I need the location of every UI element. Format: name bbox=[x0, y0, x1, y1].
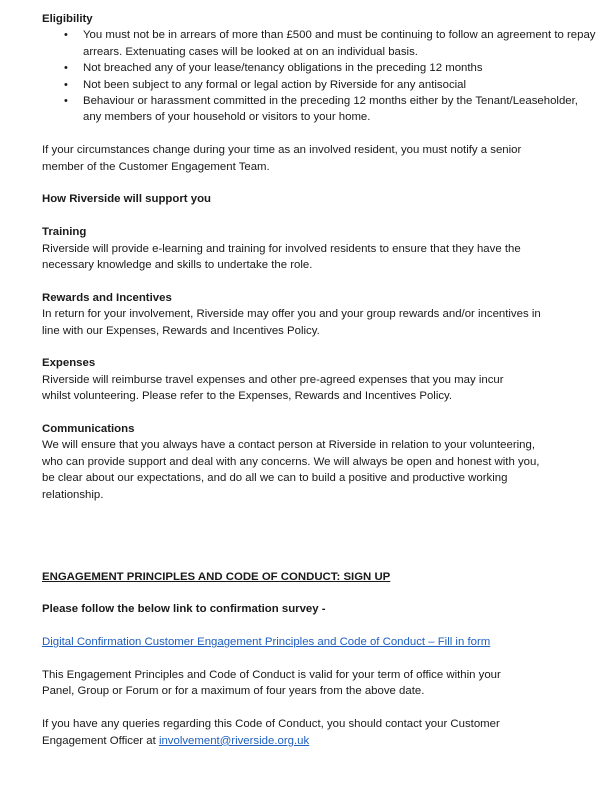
survey-link-line bbox=[42, 634, 598, 650]
list-item bbox=[42, 60, 598, 76]
communications-paragraph: We will ensure that you always have a contact person at Riverside in relation to your volunteering, who can provide support and deal with any concerns. We will always be open and honest with you, be clear about our expectations, and do all we can to build a positive and productive working relationship. bbox=[42, 439, 540, 501]
contact-text: If you have any queries regarding this Code of Conduct, you should contact your Customer Engagement Officer at bbox=[42, 718, 500, 747]
training-heading: Training bbox=[42, 226, 87, 239]
rewards-paragraph: In return for your involvement, Riverside may offer you and your group rewards and/or incentives in line with our Expenses, Rewards and Incentives Policy. bbox=[42, 308, 541, 337]
contact-email-link[interactable]: involvement@riverside.org.uk bbox=[158, 734, 310, 747]
expenses-heading: Expenses bbox=[42, 357, 96, 370]
survey-link[interactable]: Digital Confirmation Customer Engagement Principles and Code of Conduct – Fill in form bbox=[42, 636, 491, 649]
list-item bbox=[42, 93, 598, 126]
list-item-text: Not breached any of your lease/tenancy obligations in the preceding 12 months bbox=[83, 62, 483, 75]
bullet-icon: • bbox=[64, 62, 68, 75]
support-heading: How Riverside will support you bbox=[42, 193, 211, 206]
training-paragraph: Riverside will provide e-learning and training for involved residents to ensure that they have the necessary knowledge and skills to undertake the role. bbox=[42, 242, 521, 272]
eligibility-list bbox=[42, 27, 598, 125]
signup-heading: ENGAGEMENT PRINCIPLES AND CODE OF CONDUCT: SIGN UP bbox=[42, 570, 391, 583]
bullet-icon: • bbox=[64, 29, 68, 42]
contact-paragraph bbox=[42, 716, 532, 749]
validity-paragraph: This Engagement Principles and Code of Conduct is valid for your term of office within your Panel, Group or Forum or for a maximum of four years from the above date. bbox=[42, 669, 501, 698]
signup-instruction: Please follow the below link to confirmation survey - bbox=[42, 603, 326, 616]
list-item-text: You must not be in arrears of more than £500 and must be continuing to follow an agreement to repay arrears. Extenuating cases will be looked at on an individual basis. bbox=[83, 29, 596, 58]
rewards-heading: Rewards and Incentives bbox=[42, 291, 172, 304]
eligibility-heading: Eligibility bbox=[42, 13, 93, 25]
change-notice-paragraph: If your circumstances change during your time as an involved resident, you must notify a senior member of the Customer Engagement Team. bbox=[42, 144, 522, 173]
bullet-icon: • bbox=[64, 95, 68, 108]
list-item bbox=[42, 27, 598, 60]
list-item-text: Not been subject to any formal or legal action by Riverside for any antisocial bbox=[83, 78, 467, 91]
expenses-paragraph: Riverside will reimburse travel expenses and other pre-agreed expenses that you may incur whilst volunteering. Please refer to the Expenses, Rewards and Incentives Policy. bbox=[42, 373, 504, 403]
document-page bbox=[42, 11, 598, 749]
list-item-text: Behaviour or harassment committed in the preceding 12 months either by the Tenant/Leaseholder, any members of your household or visitors to your home. bbox=[83, 95, 578, 124]
list-item bbox=[42, 77, 598, 93]
communications-heading: Communications bbox=[42, 423, 135, 436]
bullet-icon: • bbox=[64, 78, 68, 91]
